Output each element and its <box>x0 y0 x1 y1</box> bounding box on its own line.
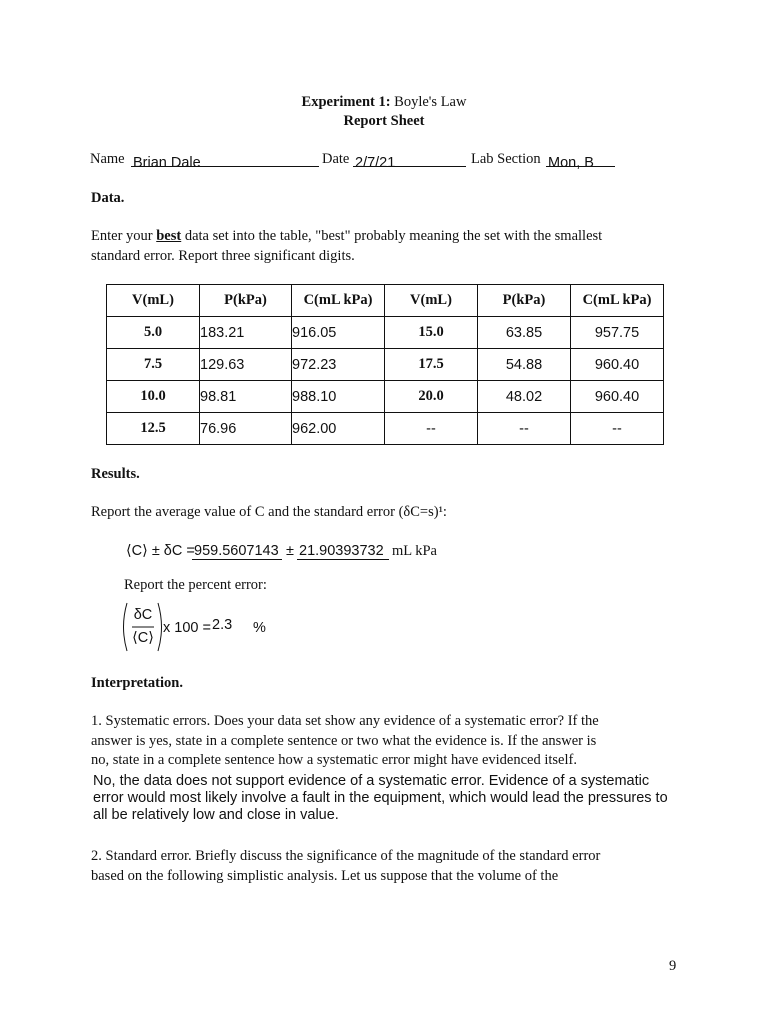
report-sheet-subtitle: Report Sheet <box>343 113 425 129</box>
constant-input[interactable]: 988.10 <box>292 381 385 413</box>
percent-sign: % <box>253 620 266 636</box>
constant-input[interactable]: 972.23 <box>292 349 385 381</box>
interpretation-heading: Interpretation. <box>91 675 183 691</box>
col-header: P(kPa) <box>478 285 571 317</box>
experiment-title <box>0 94 768 111</box>
empty-cell: -- <box>571 413 664 445</box>
std-error-value: 21.90393732 <box>299 543 384 559</box>
percent-value[interactable]: 2.3 <box>212 617 233 633</box>
section-value: Mon, B <box>548 155 594 171</box>
fraction-denominator: ⟨C⟩ <box>132 630 154 646</box>
name-field[interactable] <box>131 155 319 171</box>
constant-input[interactable]: 960.40 <box>571 349 664 381</box>
times-hundred: x 100 = <box>163 620 211 636</box>
section-field[interactable] <box>546 155 615 171</box>
pressure-input[interactable]: 63.85 <box>478 317 571 349</box>
percent-instruction: Report the percent error: <box>124 577 267 593</box>
name-label: Name <box>90 151 125 167</box>
pressure-input[interactable]: 183.21 <box>200 317 292 349</box>
volume-cell: 15.0 <box>385 317 478 349</box>
pressure-input[interactable]: 98.81 <box>200 381 292 413</box>
date-value: 2/7/21 <box>355 155 396 171</box>
constant-input[interactable]: 957.75 <box>571 317 664 349</box>
experiment-label: Experiment 1: <box>301 94 391 110</box>
experiment-name: Boyle's Law <box>394 94 467 110</box>
empty-cell: -- <box>385 413 478 445</box>
data-heading: Data. <box>91 190 125 206</box>
col-header: P(kPa) <box>200 285 292 317</box>
fraction-numerator: δC <box>133 607 153 623</box>
constant-input[interactable]: 962.00 <box>292 413 385 445</box>
col-header: C(mL kPa) <box>292 285 385 317</box>
data-table <box>106 284 664 445</box>
date-label: Date <box>322 151 350 167</box>
data-instruction: Enter your best data set into the table, "best" probably meaning the set with the smallest standard error. Report three significant digits. <box>91 228 603 264</box>
col-header: V(mL) <box>385 285 478 317</box>
constant-input[interactable]: 916.05 <box>292 317 385 349</box>
average-formula: ⟨C⟩ ± δC = <box>126 543 195 559</box>
pressure-input[interactable]: 54.88 <box>478 349 571 381</box>
plus-minus: ± <box>286 543 294 559</box>
date-field[interactable] <box>353 155 466 171</box>
std-error-field[interactable] <box>297 543 389 560</box>
volume-cell: 10.0 <box>107 381 200 413</box>
constant-input[interactable]: 960.40 <box>571 381 664 413</box>
section-label: Lab Section <box>471 151 541 167</box>
volume-cell: 7.5 <box>107 349 200 381</box>
average-value: 959.5607143 <box>194 543 279 559</box>
col-header: C(mL kPa) <box>571 285 664 317</box>
average-field[interactable] <box>192 543 282 560</box>
results-heading: Results. <box>91 466 140 482</box>
volume-cell: 20.0 <box>385 381 478 413</box>
table-row <box>107 413 664 445</box>
unit-label: mL kPa <box>392 543 437 559</box>
page-number: 9 <box>669 958 677 974</box>
table-header-row <box>107 285 664 317</box>
question-1: 1. Systematic errors. Does your data set show any evidence of a systematic error? If the answer is yes, state in a complete sentence or two what the evidence is. If the answer is no, state in a complete sentence how a systematic error might have evidenced itself. <box>91 713 599 768</box>
name-value: Brian Dale <box>133 155 201 171</box>
answer-1[interactable]: No, the data does not support evidence of a systematic error. Evidence of a systematic error would most likely involve a fault in the equipment, which would lead the pressures to all be relatively low and close in value. <box>93 773 668 823</box>
table-row <box>107 381 664 413</box>
col-header: V(mL) <box>107 285 200 317</box>
volume-cell: 17.5 <box>385 349 478 381</box>
question-2: 2. Standard error. Briefly discuss the significance of the magnitude of the standard error based on the following simplistic analysis. Let us suppose that the volume of the <box>91 848 601 884</box>
percent-formula <box>119 601 167 653</box>
results-instruction: Report the average value of C and the standard error (δC=s)¹: <box>91 504 447 520</box>
table-row <box>107 349 664 381</box>
empty-cell: -- <box>478 413 571 445</box>
table-row <box>107 317 664 349</box>
pressure-input[interactable]: 76.96 <box>200 413 292 445</box>
pressure-input[interactable]: 129.63 <box>200 349 292 381</box>
volume-cell: 12.5 <box>107 413 200 445</box>
best-emphasis: best <box>156 228 182 244</box>
volume-cell: 5.0 <box>107 317 200 349</box>
pressure-input[interactable]: 48.02 <box>478 381 571 413</box>
